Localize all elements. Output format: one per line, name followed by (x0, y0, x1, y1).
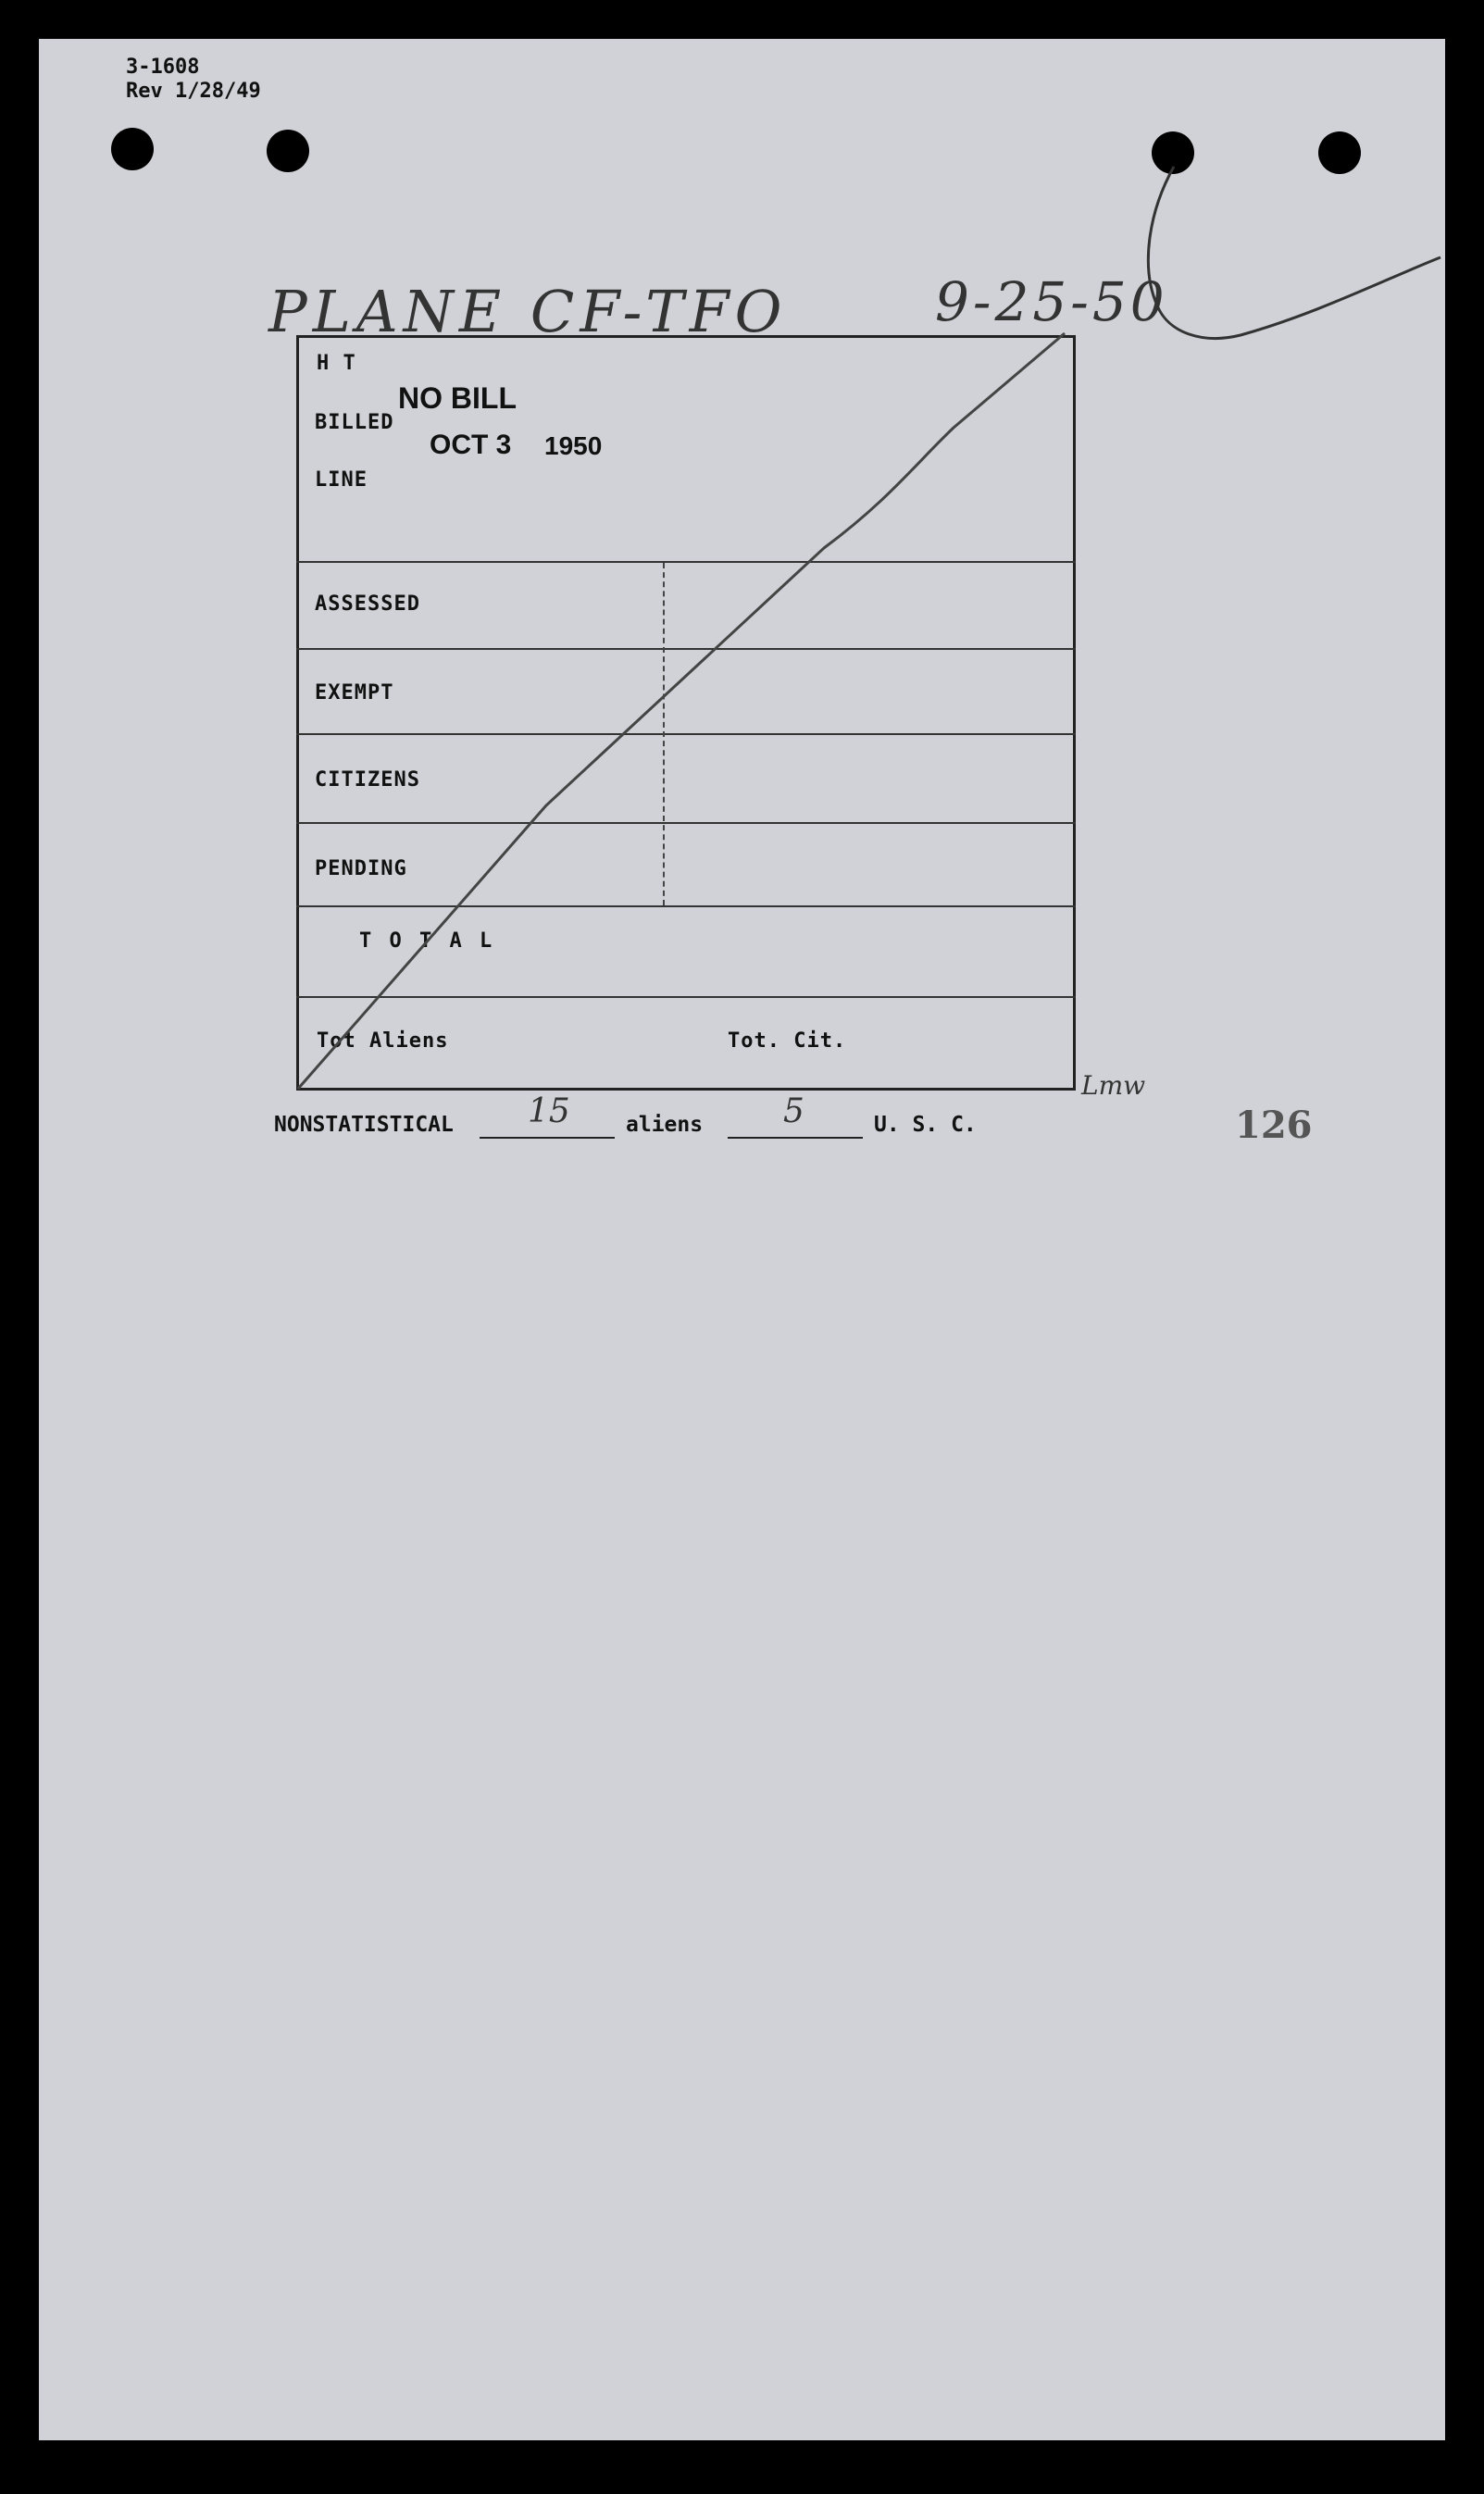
handwritten-plane-id: PLANE CF-TFO (268, 278, 788, 345)
aliens-underline (480, 1137, 615, 1139)
form-number: 3-1608 (126, 56, 200, 79)
label-line: LINE (315, 468, 368, 492)
stamp-date: OCT 3 (430, 430, 512, 460)
bracket-stroke (1148, 167, 1440, 338)
handwritten-aliens-count: 15 (528, 1092, 570, 1130)
handwritten-initials: Lmw (1081, 1070, 1146, 1101)
label-pending: PENDING (315, 857, 407, 880)
label-usc: U. S. C. (874, 1113, 977, 1137)
handwritten-date: 9-25-50 (935, 270, 1168, 333)
label-billed: BILLED (315, 411, 394, 434)
label-total: T O T A L (359, 929, 495, 953)
label-aliens: aliens (626, 1113, 704, 1137)
page-number: 126 (1235, 1104, 1313, 1147)
stamp-no-bill: NO BILL (398, 381, 517, 415)
label-tot-cit: Tot. Cit. (728, 1029, 847, 1053)
label-assessed: ASSESSED (315, 592, 420, 616)
label-ht: H T (317, 352, 356, 375)
stamp-year: 1950 (544, 431, 603, 460)
handwritten-usc-count: 5 (783, 1092, 804, 1130)
form-revision: Rev 1/28/49 (126, 80, 261, 103)
cancellation-stroke (298, 333, 1065, 1089)
label-nonstatistical: NONSTATISTICAL (274, 1113, 454, 1137)
label-tot-aliens: Tot Aliens (317, 1029, 449, 1053)
label-citizens: CITIZENS (315, 768, 420, 792)
label-exempt: EXEMPT (315, 681, 394, 705)
usc-underline (728, 1137, 863, 1139)
